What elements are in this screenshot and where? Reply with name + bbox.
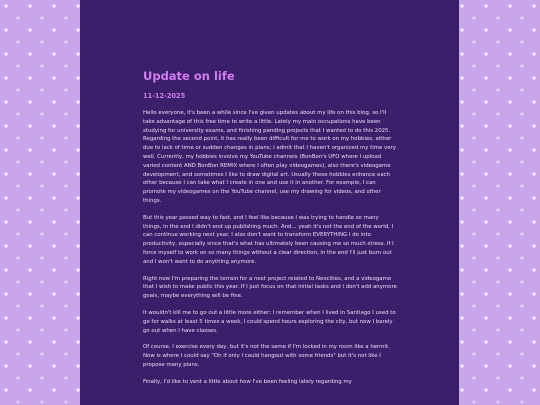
post-title: Update on life xyxy=(143,69,235,83)
post-paragraph: Finally, I'd like to vent a little about how I've been feeling lately regarding my xyxy=(143,378,352,385)
post-paragraph: Of course, I exercise every day, but it's not the same if I'm locked in my room like a hermit. Now is where I could say "Oh if only I could hangout with some friends" but it's not like I propose many plans. xyxy=(143,344,390,368)
content-panel xyxy=(80,0,459,405)
post-date: 11-12-2025 xyxy=(143,92,186,100)
post-paragraph: Hello everyone, it's been a while since I've given updates about my life on this blog, so I'll take advantage of this free time to write a little. Lately my main occupations have been studying for university exams, and finishing pending projects that I wanted to do this 2025. Regarding the second point, it has really been difficult for me to work on my hobbies, either due to lack of time or sudden changes in plans; I admit that I haven't organized my time very well. Currently, my hobbies involve my YouTube channels (BonBon's UFO where I upload varied content AND BonBon REMIX where I often play videogames), also there's videogame development, and sometimes I like to draw digital art. Usually these hobbies enhance each other because I can take what I create in one and use it in another. For example, I can promote my videogames on the YouTube channel, use my drawing for videos, and other things. xyxy=(143,110,396,204)
post-paragraph: It wouldn't kill me to go out a little more either; I remember when I lived in Santiago I used to go for walks at least 5 times a week, I could spend hours exploring the city, but now I barely go out when I have classes. xyxy=(143,309,396,334)
post-paragraph: Right now I'm preparing the terrain for a next project related to Neocities, and a videogame that I wish to make public this year. If I just focus on that initial tasks and I don't add anymore goals, maybe everything will be fine. xyxy=(143,275,397,300)
blog-post xyxy=(143,68,397,395)
post-paragraph: But this year passed way to fast, and I feel like because I was trying to handle so many things, in the end I didn't end up publishing much. And... yeah it's not the end of the world, I can continue working next year. I also don't want to transform EVERYTHING I do into productivity, especially since that's what has ultimately been causing me so much stress. If I force myself to work on so many things without a clear direction, in the end I'll just burn out and I won't want to do anything anymore. xyxy=(143,214,394,265)
